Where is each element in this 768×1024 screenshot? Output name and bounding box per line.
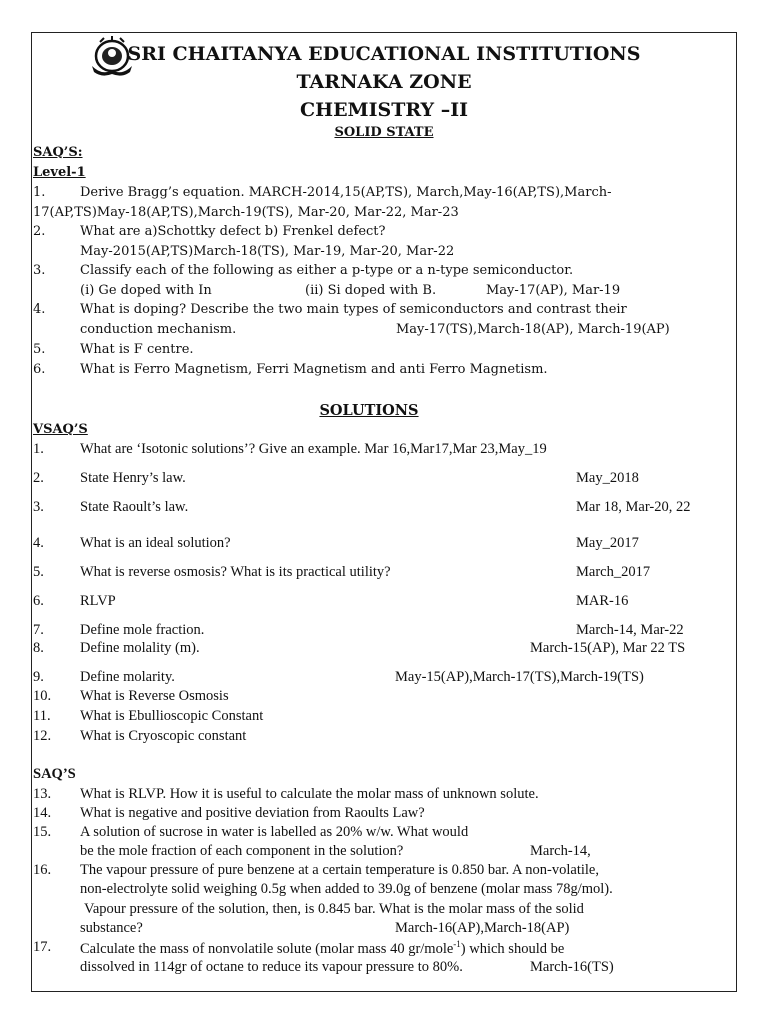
question-text: What is F centre. xyxy=(80,342,194,357)
question-text: What is an ideal solution? xyxy=(80,535,231,551)
question-text: 17(AP,TS)May-18(AP,TS),March-19(TS), Mar-20, Mar-22, Mar-23 xyxy=(33,205,459,220)
question-text: State Raoult’s law. xyxy=(80,499,189,515)
question-number: 12. xyxy=(33,728,52,744)
question-dates: Mar 18, Mar-20, 22 xyxy=(576,499,691,515)
question-dates: March-15(AP), Mar 22 TS xyxy=(530,640,686,656)
question-text-part: Calculate the mass of nonvolatile solute (molar mass 40 gr/mole xyxy=(80,940,454,957)
question-number: 9. xyxy=(33,669,44,685)
question-text: Define molarity. xyxy=(80,669,175,685)
question-number: 5. xyxy=(33,342,46,357)
question-number: 15. xyxy=(33,824,52,840)
question-text: substance? xyxy=(80,920,143,936)
question-part: (ii) Si doped with B. xyxy=(305,283,437,298)
question-number: 2. xyxy=(33,224,46,239)
zone-title: TARNAKA ZONE xyxy=(296,71,472,93)
question-number: 1. xyxy=(33,185,46,200)
question-text: RLVP xyxy=(80,593,116,609)
question-text: conduction mechanism. xyxy=(80,322,237,337)
question-dates: May-15(AP),March-17(TS),March-19(TS) xyxy=(395,669,644,685)
institution-title: SRI CHAITANYA EDUCATIONAL INSTITUTIONS xyxy=(127,43,641,65)
question-number: 14. xyxy=(33,805,52,821)
chapter-title: SOLID STATE xyxy=(334,125,434,140)
question-number: 2. xyxy=(33,470,44,486)
question-text: non-electrolyte solid weighing 0.5g when added to 39.0g of benzene (molar mass 78g/mol). xyxy=(80,881,613,897)
saqs-heading: SAQ’S xyxy=(33,766,76,782)
solutions-title: SOLUTIONS xyxy=(319,402,419,419)
question-number: 4. xyxy=(33,535,44,551)
question-text: What is Ebullioscopic Constant xyxy=(80,708,264,724)
question-text: The vapour pressure of pure benzene at a certain temperature is 0.850 bar. A non-volatile, xyxy=(80,862,599,878)
question-text: What are a)Schottky defect b) Frenkel defect? xyxy=(80,224,386,239)
question-text: Define molality (m). xyxy=(80,640,200,656)
question-number: 3. xyxy=(33,499,44,515)
question-dates: March_2017 xyxy=(576,564,651,580)
question-text: What is Reverse Osmosis xyxy=(80,688,229,704)
question-text: What is RLVP. How it is useful to calculate the molar mass of unknown solute. xyxy=(80,786,539,802)
saqs-heading: SAQ’S: xyxy=(33,145,83,160)
question-number: 16. xyxy=(33,862,52,878)
question-text: dissolved in 114gr of octane to reduce its vapour pressure to 80%. xyxy=(80,959,463,975)
question-dates: May-17(TS),March-18(AP), March-19(AP) xyxy=(396,322,670,337)
question-number: 6. xyxy=(33,362,46,377)
question-part: (i) Ge doped with In xyxy=(80,283,212,298)
question-text: What is Cryoscopic constant xyxy=(80,728,247,744)
question-text: What is negative and positive deviation from Raoults Law? xyxy=(80,805,425,821)
question-text: What is reverse osmosis? What is its practical utility? xyxy=(80,564,391,580)
question-text: Classify each of the following as either a p-type or a n-type semiconductor. xyxy=(80,263,574,278)
question-number: 11. xyxy=(33,708,51,724)
question-dates: March-14, Mar-22 xyxy=(576,622,684,638)
question-number: 1. xyxy=(33,441,44,457)
question-number: 6. xyxy=(33,593,44,609)
question-dates: May_2018 xyxy=(576,470,639,486)
question-text xyxy=(80,939,564,958)
question-number: 8. xyxy=(33,640,44,656)
question-number: 13. xyxy=(33,786,52,802)
vsaqs-heading: VSAQ’S xyxy=(33,422,88,437)
question-dates: May_2017 xyxy=(576,535,639,551)
question-dates: March-14, xyxy=(530,843,591,859)
question-text: be the mole fraction of each component in the solution? xyxy=(80,843,404,859)
question-dates: March-16(AP),March-18(AP) xyxy=(395,920,570,936)
question-dates: May-2015(AP,TS)March-18(TS), Mar-19, Mar-20, Mar-22 xyxy=(80,244,455,259)
question-dates: May-17(AP), Mar-19 xyxy=(486,283,621,298)
level-heading: Level-1 xyxy=(33,165,86,180)
question-number: 17. xyxy=(33,939,52,955)
question-text: What is Ferro Magnetism, Ferri Magnetism and anti Ferro Magnetism. xyxy=(80,362,548,377)
question-text: What is doping? Describe the two main types of semiconductors and contrast their xyxy=(80,302,627,317)
question-text: Derive Bragg’s equation. MARCH-2014,15(AP,TS), March,May-16(AP,TS),March- xyxy=(80,185,612,200)
question-text: What are ‘Isotonic solutions’? Give an example. Mar 16,Mar17,Mar 23,May_19 xyxy=(80,441,547,457)
superscript: -1 xyxy=(453,939,461,949)
question-text-part: ) which should be xyxy=(460,940,565,957)
subject-title: CHEMISTRY –II xyxy=(300,99,468,121)
question-number: 5. xyxy=(33,564,44,580)
question-text: Vapour pressure of the solution, then, is 0.845 bar. What is the molar mass of the solid xyxy=(84,901,584,917)
question-dates: March-16(TS) xyxy=(530,959,614,975)
question-number: 3. xyxy=(33,263,46,278)
question-text: A solution of sucrose in water is labelled as 20% w/w. What would xyxy=(80,824,469,840)
question-dates: MAR-16 xyxy=(576,593,629,609)
question-text: State Henry’s law. xyxy=(80,470,186,486)
question-text: Define mole fraction. xyxy=(80,622,205,638)
question-number: 7. xyxy=(33,622,44,638)
question-number: 10. xyxy=(33,688,52,704)
question-number: 4. xyxy=(33,302,46,317)
